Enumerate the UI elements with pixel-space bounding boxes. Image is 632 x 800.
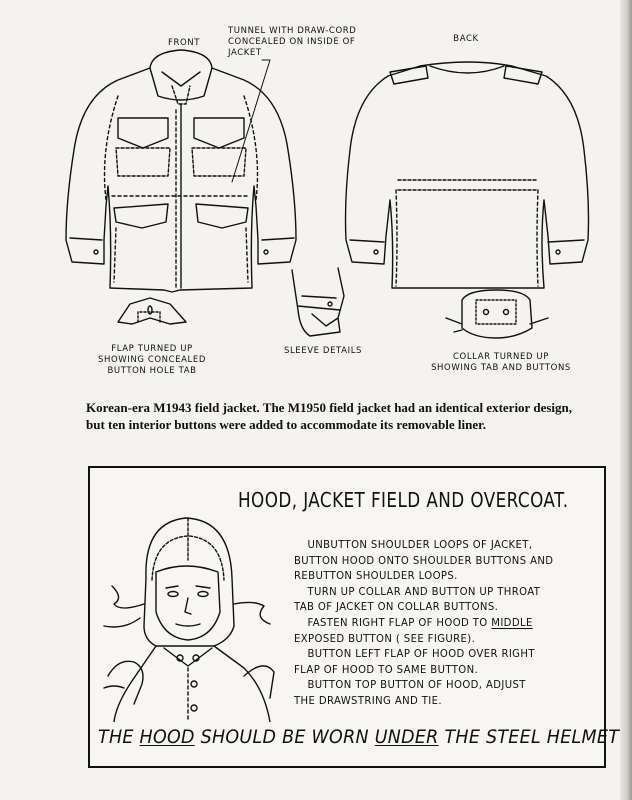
figure-caption: Korean-era M1943 field jacket. The M1950 field jacket had an identical exterior design, but ten interior buttons were added to accommodate its removable liner. [86, 400, 572, 432]
soldier-with-hood-illustration [94, 508, 290, 722]
label-flap: FLAP TURNED UP SHOWING CONCEALED BUTTON HOLE TAB [98, 344, 206, 376]
hood-notice-title: HOOD, JACKET FIELD AND OVERCOAT. [238, 488, 569, 512]
hood-instructions: UNBUTTON SHOULDER LOOPS OF JACKET, BUTTON HOOD ONTO SHOULDER BUTTONS AND REBUTTON SHOULDER LOOPS. TURN UP COLLAR AND BUTTON UP THROAT TAB OF JACKET ON COLLAR BUTTONS. FASTEN RIGHT FLAP OF HOOD TO MIDDLE EXPOSED BUTTON ( SEE FIGURE). BUTTON LEFT FLAP OF HOOD OVER RIGHT FLAP OF HOOD TO SAME BUTTON. BUTTON TOP BUTTON OF HOOD, ADJUST THE DRAWSTRING AND TIE. [294, 539, 554, 707]
label-front: FRONT [167, 38, 201, 48]
label-back: BACK [453, 34, 479, 44]
label-collar: COLLAR TURNED UP SHOWING TAB AND BUTTONS [431, 352, 571, 373]
middle-emphasis: MIDDLE [491, 616, 533, 629]
label-tunnel: TUNNEL WITH DRAW-CORD CONCEALED ON INSIDE OF JACKET [228, 26, 357, 58]
helmet-warning: THE HOOD SHOULD BE WORN UNDER THE STEEL HELMET [98, 726, 620, 748]
collar-detail-drawing [446, 290, 548, 338]
sleeve-detail-drawing [292, 268, 344, 336]
flap-detail-drawing [118, 298, 186, 324]
hood-notice-box [88, 466, 620, 768]
jacket-back-drawing [346, 62, 589, 288]
label-sleeve: SLEEVE DETAILS [283, 346, 363, 356]
